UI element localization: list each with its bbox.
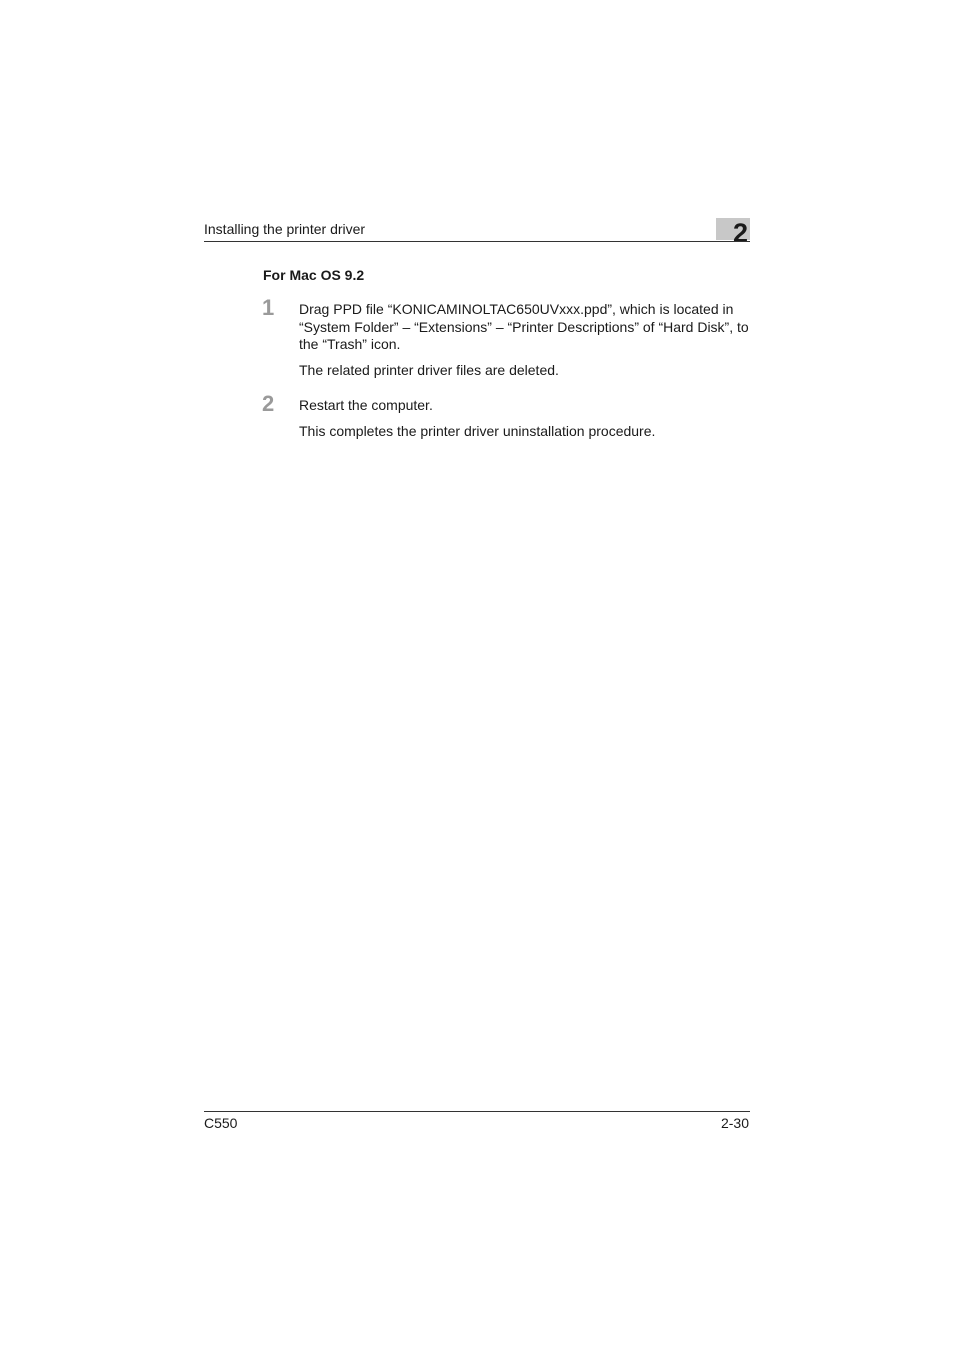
footer-model: C550 — [204, 1115, 238, 1131]
chapter-tab — [716, 218, 750, 248]
chapter-number: 2 — [732, 218, 748, 248]
header-divider — [204, 241, 750, 242]
step-number: 2 — [262, 391, 275, 416]
step-result: This completes the printer driver uninstallation procedure. — [299, 423, 656, 439]
step-instruction: Drag PPD file “KONICAMINOLTAC650UVxxx.ppd”, which is located in “System Folder” – “Extensions” – “Printer Descriptions” of “Hard Disk”, to the “Trash” icon. — [299, 301, 749, 352]
footer-page-number: 2-30 — [720, 1115, 749, 1131]
step-number: 1 — [262, 295, 275, 320]
step-result: The related printer driver files are deleted. — [299, 362, 559, 378]
footer-divider — [204, 1111, 750, 1112]
section-heading: For Mac OS 9.2 — [263, 267, 365, 283]
step-instruction: Restart the computer. — [299, 397, 433, 413]
running-header-title: Installing the printer driver — [204, 221, 366, 237]
